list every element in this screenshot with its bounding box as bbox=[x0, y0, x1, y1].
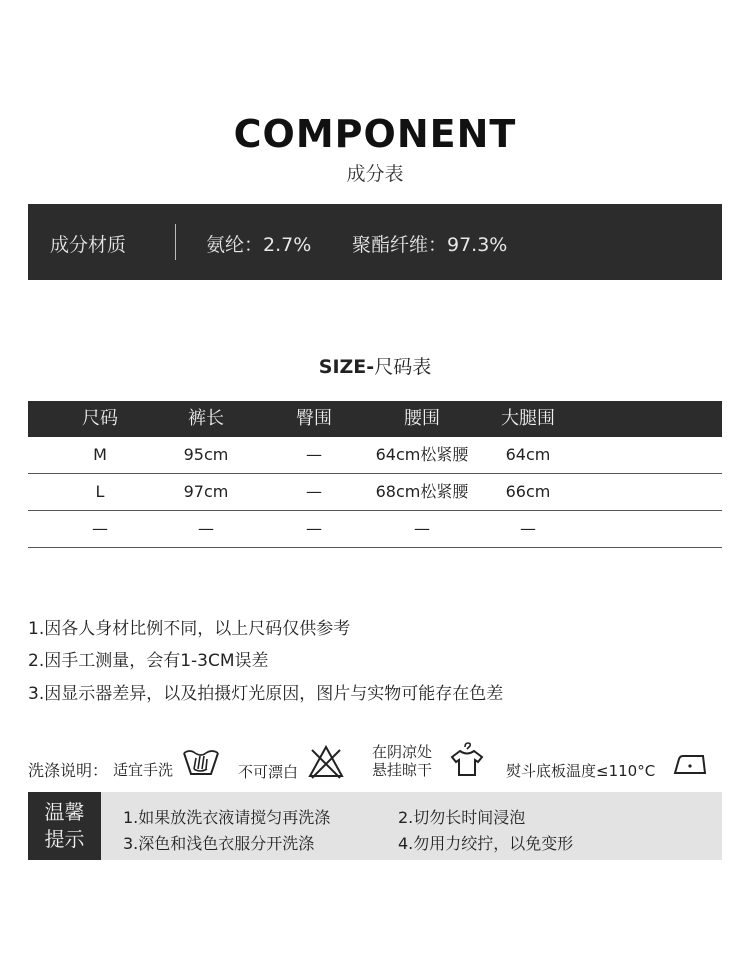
composition-bar bbox=[28, 204, 722, 280]
care-hang-dry-text-2: 悬挂晾干 bbox=[372, 761, 433, 779]
care-no-bleach-text: 不可漂白 bbox=[238, 763, 299, 781]
care-hang-dry-text-1: 在阴凉处 bbox=[372, 743, 433, 761]
header-waist: 腰围 bbox=[404, 408, 440, 429]
size-table bbox=[28, 401, 722, 548]
tip-4: 4.勿用力绞拧，以免变形 bbox=[398, 834, 574, 853]
table-cell: — bbox=[92, 519, 108, 538]
table-cell: M bbox=[93, 445, 107, 464]
header-thigh: 大腿围 bbox=[501, 408, 555, 429]
note-2: 2.因手工测量，会有1-3CM误差 bbox=[28, 651, 269, 671]
table-cell: — bbox=[306, 482, 322, 501]
care-hand-wash-text: 适宜手洗 bbox=[113, 761, 174, 779]
table-cell: — bbox=[520, 519, 536, 538]
size-title-rest: 尺码表 bbox=[374, 356, 432, 378]
hang-dry-icon bbox=[448, 740, 486, 778]
table-cell: — bbox=[306, 445, 322, 464]
title-english: COMPONENT bbox=[233, 112, 517, 156]
material-polyester: 聚酯纤维：97.3% bbox=[352, 234, 508, 256]
size-section-title bbox=[0, 352, 750, 379]
composition-divider bbox=[175, 224, 176, 260]
table-cell: 64cm bbox=[505, 445, 551, 464]
header-length: 裤长 bbox=[188, 408, 224, 429]
table-cell: 97cm bbox=[183, 482, 229, 501]
table-cell: — bbox=[198, 519, 214, 538]
note-3: 3.因显示器差异，以及拍摄灯光原因，图片与实物可能存在色差 bbox=[28, 684, 504, 704]
table-row bbox=[28, 437, 722, 474]
table-row bbox=[28, 511, 722, 548]
size-table-header bbox=[28, 401, 722, 437]
table-cell: 64cm松紧腰 bbox=[375, 445, 469, 464]
composition-label: 成分材质 bbox=[50, 234, 127, 256]
header-size: 尺码 bbox=[82, 408, 118, 429]
title-chinese: 成分表 bbox=[346, 163, 404, 185]
tips-badge-line1: 温馨 bbox=[44, 800, 85, 824]
table-cell: 66cm bbox=[505, 482, 551, 501]
table-cell: — bbox=[306, 519, 322, 538]
tip-2: 2.切勿长时间浸泡 bbox=[398, 808, 526, 827]
iron-icon bbox=[673, 752, 707, 776]
hand-wash-icon bbox=[182, 745, 220, 777]
no-bleach-icon bbox=[307, 744, 345, 780]
care-iron-text: 熨斗底板温度≤110°C bbox=[506, 762, 656, 780]
tip-3: 3.深色和浅色衣服分开洗涤 bbox=[123, 834, 315, 853]
tips-badge-line2: 提示 bbox=[44, 827, 85, 851]
material-spandex: 氨纶：2.7% bbox=[206, 234, 312, 256]
size-title-bold: SIZE- bbox=[318, 356, 375, 378]
tips-badge bbox=[28, 792, 101, 860]
note-1: 1.因各人身材比例不同，以上尺码仅供参考 bbox=[28, 619, 351, 639]
table-cell: — bbox=[414, 519, 430, 538]
table-cell: 95cm bbox=[183, 445, 229, 464]
tip-1: 1.如果放洗衣液请搅匀再洗涤 bbox=[123, 808, 331, 827]
tips-box bbox=[28, 792, 722, 860]
table-cell: 68cm松紧腰 bbox=[375, 482, 469, 501]
table-row bbox=[28, 474, 722, 511]
header-hip: 臀围 bbox=[296, 408, 332, 429]
table-cell: L bbox=[95, 482, 105, 501]
washing-label: 洗涤说明： bbox=[28, 761, 109, 780]
